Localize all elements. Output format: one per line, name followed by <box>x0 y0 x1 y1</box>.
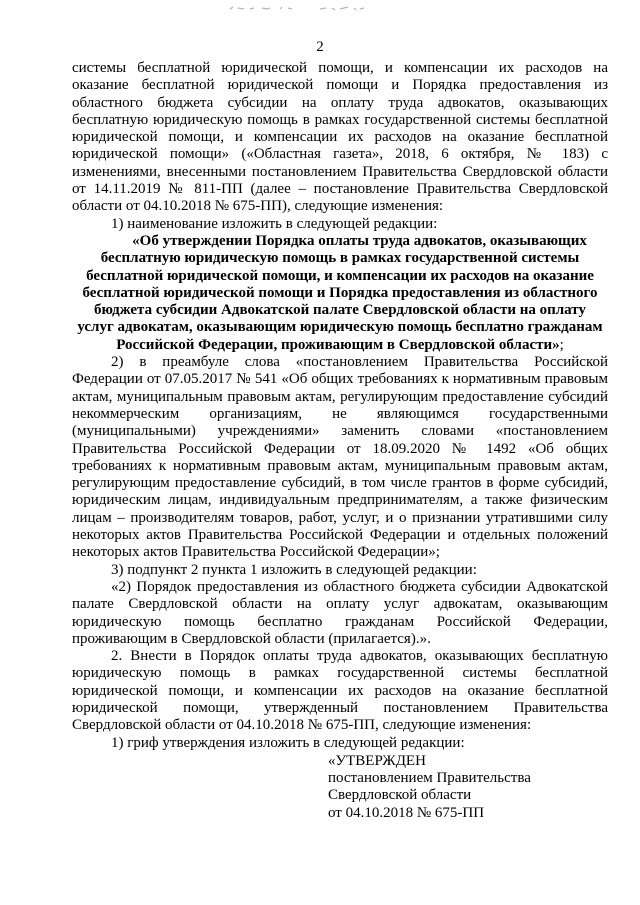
paragraph-subitem-2-text: «2) Порядок предоставления из областного бюджета субсидии Адвокатской палате Свердловской области на оплату услуг адвокатам, оказывающим юридическую помощь бесплатно гражданам Российской Федерации, проживающим в Свердловской области (прилагается).». <box>72 578 608 647</box>
paragraph-item-2: 2) в преамбуле слова «постановлением Правительства Российской Федерации от 07.05.2017 № 541 «Об общих требованиях к нормативным правовым актам, муниципальным правовым актам, регулирующим предоставление субсидий некоммерческим организациям, не являющимся государственными (муниципальными) учреждениями» заменить словами «постановлением Правительства Российской Федерации от 18.09.2020 № 1492 «Об общих требованиях к нормативным правовым актам, муниципальным правовым актам, регулирующим предоставление субсидий, в том числе грантов в форме субсидий, юридическим лицам, индивидуальным предпринимателям, а также физическим лицам – производителям товаров, работ, услуг, и о признании утратившими силу некоторых актов Правительства Российской Федерации и отдельных положений некоторых актов Правительства Российской Федерации»; <box>72 354 608 561</box>
approval-line-3: Свердловской области <box>328 787 472 804</box>
approval-stamp-block <box>328 753 608 822</box>
approval-line-4: от 04.10.2018 № 675-ПП <box>328 804 485 821</box>
approval-line-1: «УТВЕРЖДЕН <box>328 752 426 769</box>
scan-artifact-marks <box>228 4 388 12</box>
paragraph-section-2: 2. Внести в Порядок оплаты труда адвокатов, оказывающих бесплатную юридическую помощь в рамках государственной системы бесплатной юридической помощи, и компенсации их расходов на оказание бесплатной юридической помощи, утвержденный постановлением Правительства Свердловской области от 04.10.2018 № 675-ПП, следующие изменения: <box>72 648 608 734</box>
new-title-text: «Об утверждении Порядка оплаты труда адвокатов, оказывающих бесплатную юридическую помощь в рамках государственной системы бесплатной юридической помощи, и компенсации их расходов на оказание бесплатной юридической помощи и Порядка предоставления из областного бюджета субсидии Адвокатской палате Свердловской области на оплату услуг адвокатам, оказывающим юридическую помощь бесплатно гражданам Российской Федерации, проживающим в Свердловской области» <box>77 232 603 353</box>
paragraph-item-1: 1) наименование изложить в следующей редакции: <box>111 215 438 232</box>
new-title-tail: ; <box>559 336 564 353</box>
paragraph-continuation: системы бесплатной юридической помощи, и компенсации их расходов на оказание бесплатной юридической помощи и Порядка предоставления из областного бюджета субсидии на оплату труда адвокатов, оказывающих бесплатную юридическую помощь в рамках государственной системы бесплатной юридической помощи, и компенсации их расходов на оказание бесплатной юридической помощи» («Областная газета», 2018, 6 октября, № 183) с изменениями, внесенными постановлением Правительства Свердловской области от 14.11.2019 № 811-ПП (далее – постановление Правительства Свердловской области от 04.10.2018 № 675-ПП), следующие изменения: <box>72 60 608 215</box>
approval-line-2: постановлением Правительства <box>328 770 531 787</box>
paragraph-section-2-item-1: 1) гриф утверждения изложить в следующей редакции: <box>111 734 465 751</box>
document-body <box>72 60 608 822</box>
page-number: 2 <box>316 39 324 55</box>
paragraph-new-title <box>72 233 608 354</box>
paragraph-item-3: 3) подпункт 2 пункта 1 изложить в следующей редакции: <box>111 561 477 578</box>
